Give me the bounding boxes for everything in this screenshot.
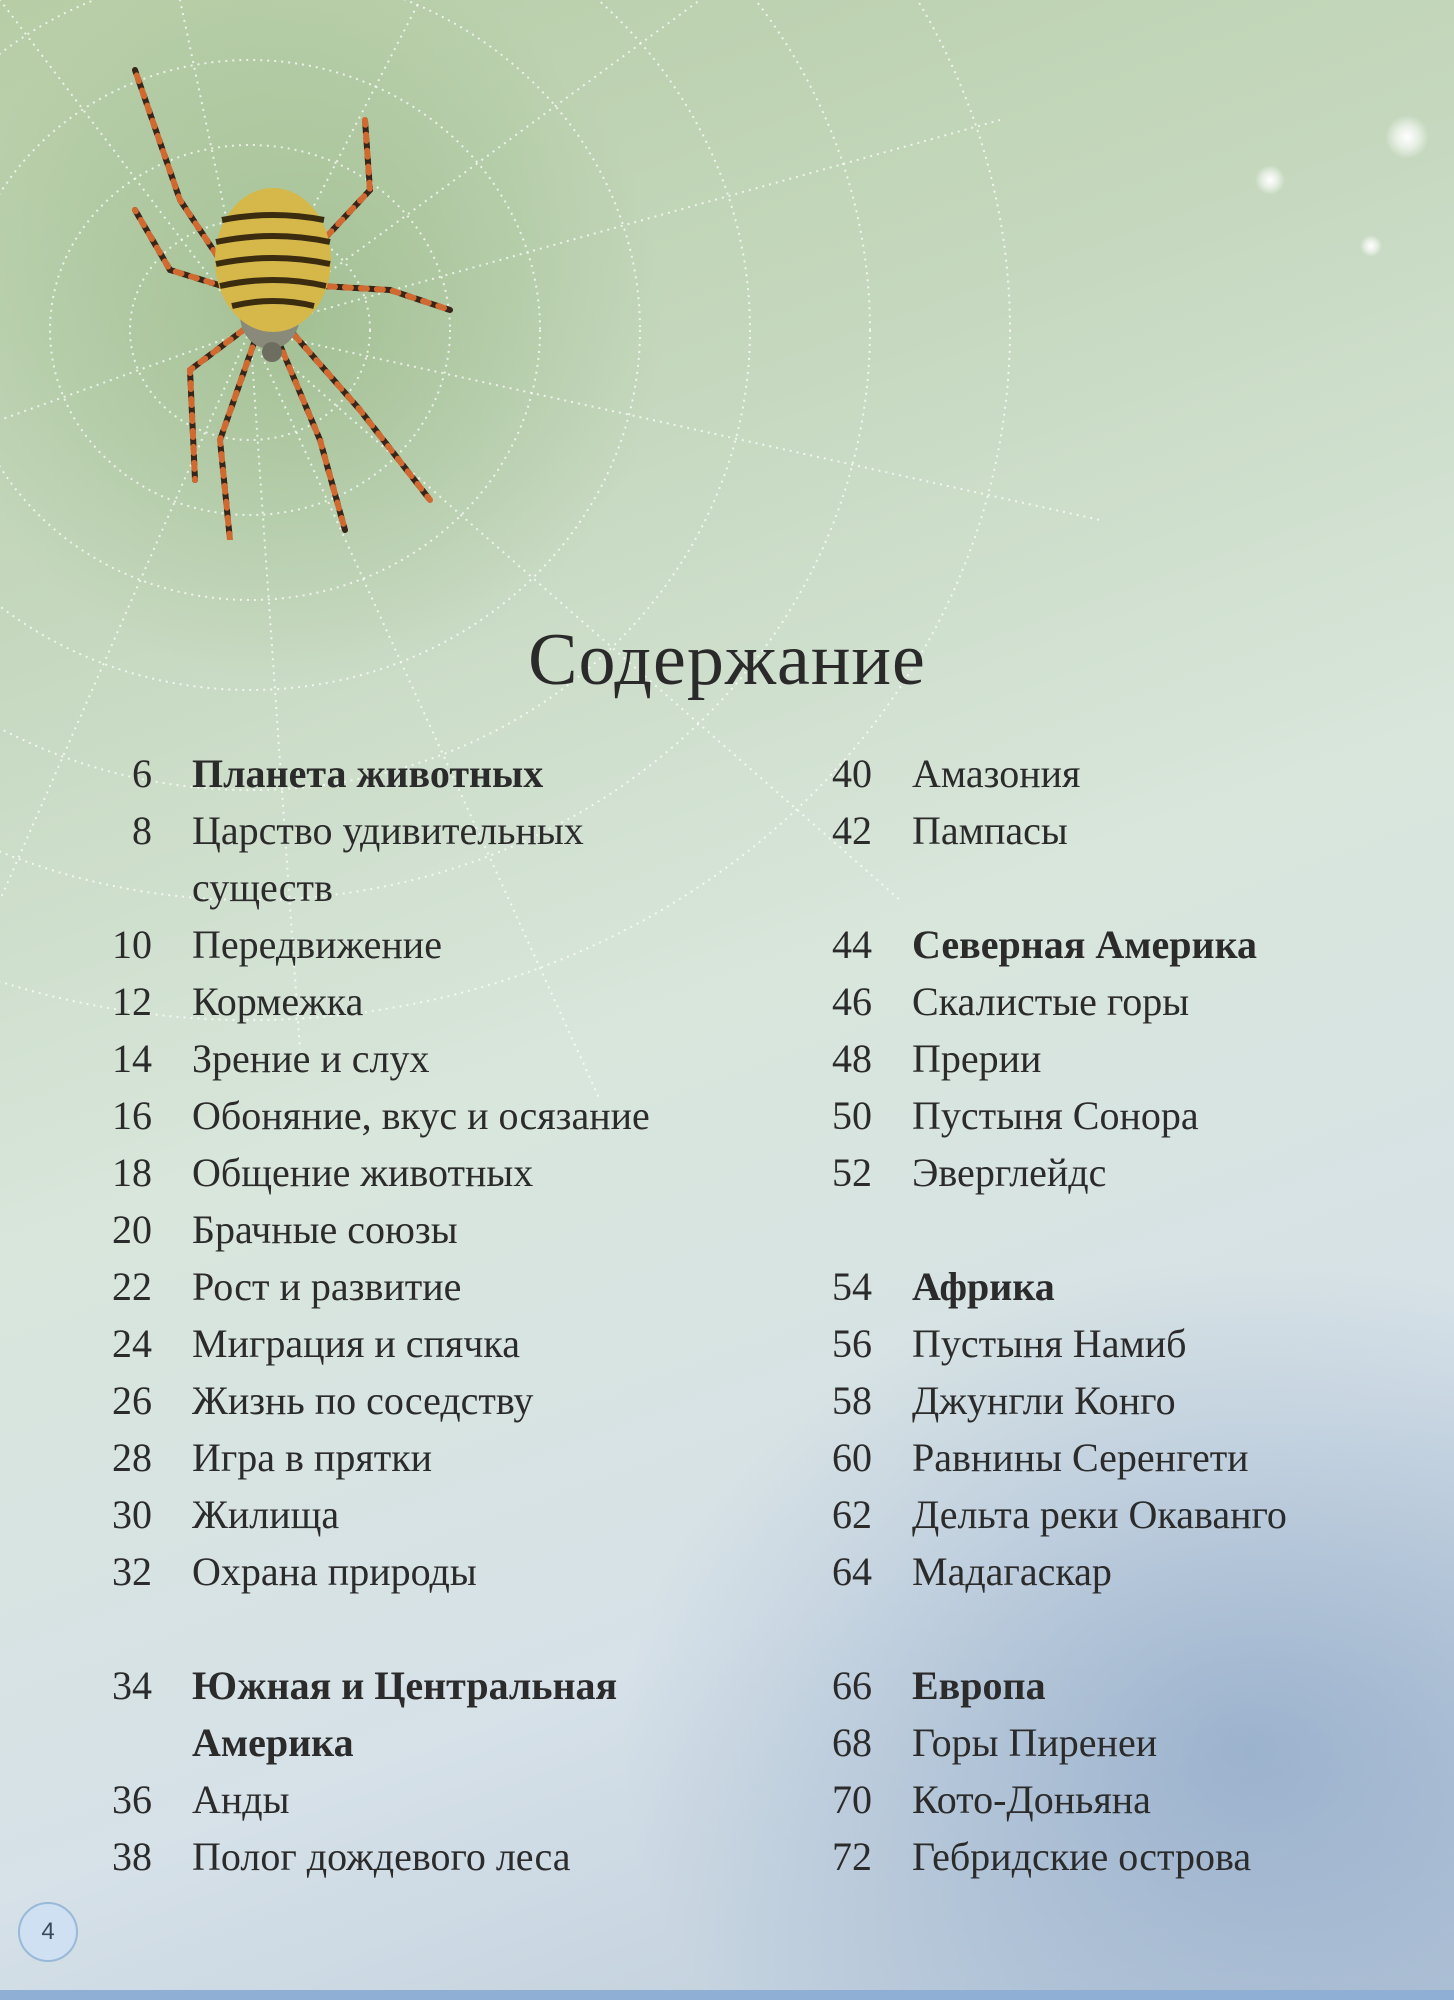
toc-entry[interactable] <box>70 1429 720 1486</box>
toc-entry-label: Передвижение <box>192 922 442 967</box>
toc-entry[interactable] <box>70 1030 720 1087</box>
toc-page-number: 30 <box>112 1492 152 1537</box>
toc-entry[interactable] <box>790 1429 1430 1486</box>
toc-page-number: 22 <box>112 1264 152 1309</box>
toc-entry[interactable] <box>790 1828 1430 1885</box>
toc-page-number: 68 <box>832 1720 872 1765</box>
toc-entry[interactable] <box>70 1486 720 1543</box>
toc-entry-label: Скалистые горы <box>912 979 1190 1024</box>
toc-entry[interactable] <box>790 1315 1430 1372</box>
toc-entry[interactable] <box>790 802 1430 859</box>
toc-entry[interactable] <box>70 1258 720 1315</box>
toc-entry[interactable] <box>790 1144 1430 1201</box>
toc-entry-label: Анды <box>192 1777 290 1822</box>
section-gap <box>790 1600 1430 1657</box>
toc-page-number: 46 <box>832 979 872 1024</box>
toc-page-number: 72 <box>832 1834 872 1879</box>
sparkle <box>1360 235 1382 257</box>
toc-entry-label: Жизнь по соседству <box>192 1378 534 1423</box>
toc-section-heading[interactable] <box>790 1657 1430 1714</box>
toc-entry[interactable] <box>70 916 720 973</box>
toc-section-heading[interactable] <box>790 916 1430 973</box>
toc-page-number: 66 <box>832 1663 872 1708</box>
section-gap <box>790 859 1430 916</box>
toc-entry-label: Амазония <box>912 751 1081 796</box>
toc-entry-label: Общение животных <box>192 1150 534 1195</box>
toc-entry[interactable] <box>70 1144 720 1201</box>
toc-page-number: 8 <box>132 808 152 853</box>
toc-page-number: 36 <box>112 1777 152 1822</box>
toc-entry[interactable] <box>790 1486 1430 1543</box>
page-title: Содержание <box>528 618 926 701</box>
toc-entry-label: Мадагаскар <box>912 1549 1112 1594</box>
toc-entry[interactable] <box>70 1315 720 1372</box>
toc-entry[interactable] <box>790 973 1430 1030</box>
toc-section-heading[interactable] <box>790 1258 1430 1315</box>
toc-entry-label: Кормежка <box>192 979 364 1024</box>
sparkle <box>1255 165 1285 195</box>
toc-page-number: 42 <box>832 808 872 853</box>
toc-entry[interactable] <box>70 1087 720 1144</box>
toc-right-column <box>790 745 1430 1885</box>
toc-page-number: 26 <box>112 1378 152 1423</box>
bottom-bar <box>0 1990 1454 2000</box>
sparkle <box>1385 115 1429 159</box>
page-number: 4 <box>18 1902 78 1962</box>
toc-page-number: 12 <box>112 979 152 1024</box>
toc-entry-label: Полог дождевого леса <box>192 1834 571 1879</box>
toc-entry-label: Эверглейдс <box>912 1150 1107 1195</box>
toc-page-number: 20 <box>112 1207 152 1252</box>
toc-page-number: 60 <box>832 1435 872 1480</box>
toc-page-number: 6 <box>132 751 152 796</box>
toc-page-number: 56 <box>832 1321 872 1366</box>
toc-page-number: 34 <box>112 1663 152 1708</box>
toc-entry-label: Африка <box>912 1264 1055 1309</box>
toc-entry[interactable] <box>70 1372 720 1429</box>
toc-page-number: 18 <box>112 1150 152 1195</box>
toc-entry[interactable] <box>70 1771 720 1828</box>
toc-page-number: 16 <box>112 1093 152 1138</box>
toc-entry[interactable] <box>790 1030 1430 1087</box>
toc-entry-label: Северная Америка <box>912 922 1258 967</box>
toc-entry-label: Игра в прятки <box>192 1435 433 1480</box>
toc-entry-label: Планета животных <box>192 751 544 796</box>
toc-entry-label: Миграция и спячка <box>192 1321 521 1366</box>
toc-page-number: 50 <box>832 1093 872 1138</box>
toc-entry-label: Царство удивительных существ <box>192 808 584 910</box>
toc-page-number: 64 <box>832 1549 872 1594</box>
toc-entry-label: Южная и Центральная Америка <box>192 1663 618 1765</box>
toc-entry[interactable] <box>70 802 720 916</box>
toc-page-number: 44 <box>832 922 872 967</box>
toc-page-number: 58 <box>832 1378 872 1423</box>
toc-entry[interactable] <box>790 1543 1430 1600</box>
toc-section-heading[interactable] <box>70 745 720 802</box>
toc-page-number: 40 <box>832 751 872 796</box>
section-gap <box>70 1600 720 1657</box>
toc-page-number: 32 <box>112 1549 152 1594</box>
spider-icon <box>110 60 470 540</box>
toc-entry-label: Пампасы <box>912 808 1068 853</box>
toc-entry-label: Кото-Доньяна <box>912 1777 1151 1822</box>
toc-entry-label: Равнины Серенгети <box>912 1435 1249 1480</box>
toc-entry-label: Гебридские острова <box>912 1834 1252 1879</box>
toc-page-number: 14 <box>112 1036 152 1081</box>
toc-page-number: 24 <box>112 1321 152 1366</box>
toc-entry[interactable] <box>790 1372 1430 1429</box>
toc-entry[interactable] <box>70 1201 720 1258</box>
toc-section-heading[interactable] <box>70 1657 720 1771</box>
toc-entry-label: Пустыня Намиб <box>912 1321 1187 1366</box>
toc-page-number: 28 <box>112 1435 152 1480</box>
toc-entry-label: Пустыня Сонора <box>912 1093 1199 1138</box>
toc-entry-label: Европа <box>912 1663 1046 1708</box>
toc-entry[interactable] <box>790 1087 1430 1144</box>
toc-entry[interactable] <box>70 973 720 1030</box>
toc-page-number: 10 <box>112 922 152 967</box>
toc-entry-label: Дельта реки Окаванго <box>912 1492 1287 1537</box>
toc-page-number: 62 <box>832 1492 872 1537</box>
toc-entry[interactable] <box>70 1543 720 1600</box>
toc-page-number: 70 <box>832 1777 872 1822</box>
toc-entry-label: Горы Пиренеи <box>912 1720 1158 1765</box>
section-gap <box>790 1201 1430 1258</box>
toc-entry[interactable] <box>70 1828 720 1885</box>
toc-entry-label: Обоняние, вкус и осязание <box>192 1093 650 1138</box>
toc-entry[interactable] <box>790 1714 1430 1771</box>
toc-entry-label: Прерии <box>912 1036 1042 1081</box>
toc-entry[interactable] <box>790 1771 1430 1828</box>
toc-page-number: 52 <box>832 1150 872 1195</box>
toc-entry-label: Жилища <box>192 1492 340 1537</box>
toc-left-column <box>70 745 720 1885</box>
toc-entry-label: Охрана природы <box>192 1549 477 1594</box>
toc-page-number: 48 <box>832 1036 872 1081</box>
toc-entry-label: Брачные союзы <box>192 1207 458 1252</box>
toc-page-number: 54 <box>832 1264 872 1309</box>
toc-entry-label: Зрение и слух <box>192 1036 430 1081</box>
toc-entry-label: Рост и развитие <box>192 1264 462 1309</box>
toc-page-number: 38 <box>112 1834 152 1879</box>
toc-entry[interactable] <box>790 745 1430 802</box>
toc-entry-label: Джунгли Конго <box>912 1378 1176 1423</box>
